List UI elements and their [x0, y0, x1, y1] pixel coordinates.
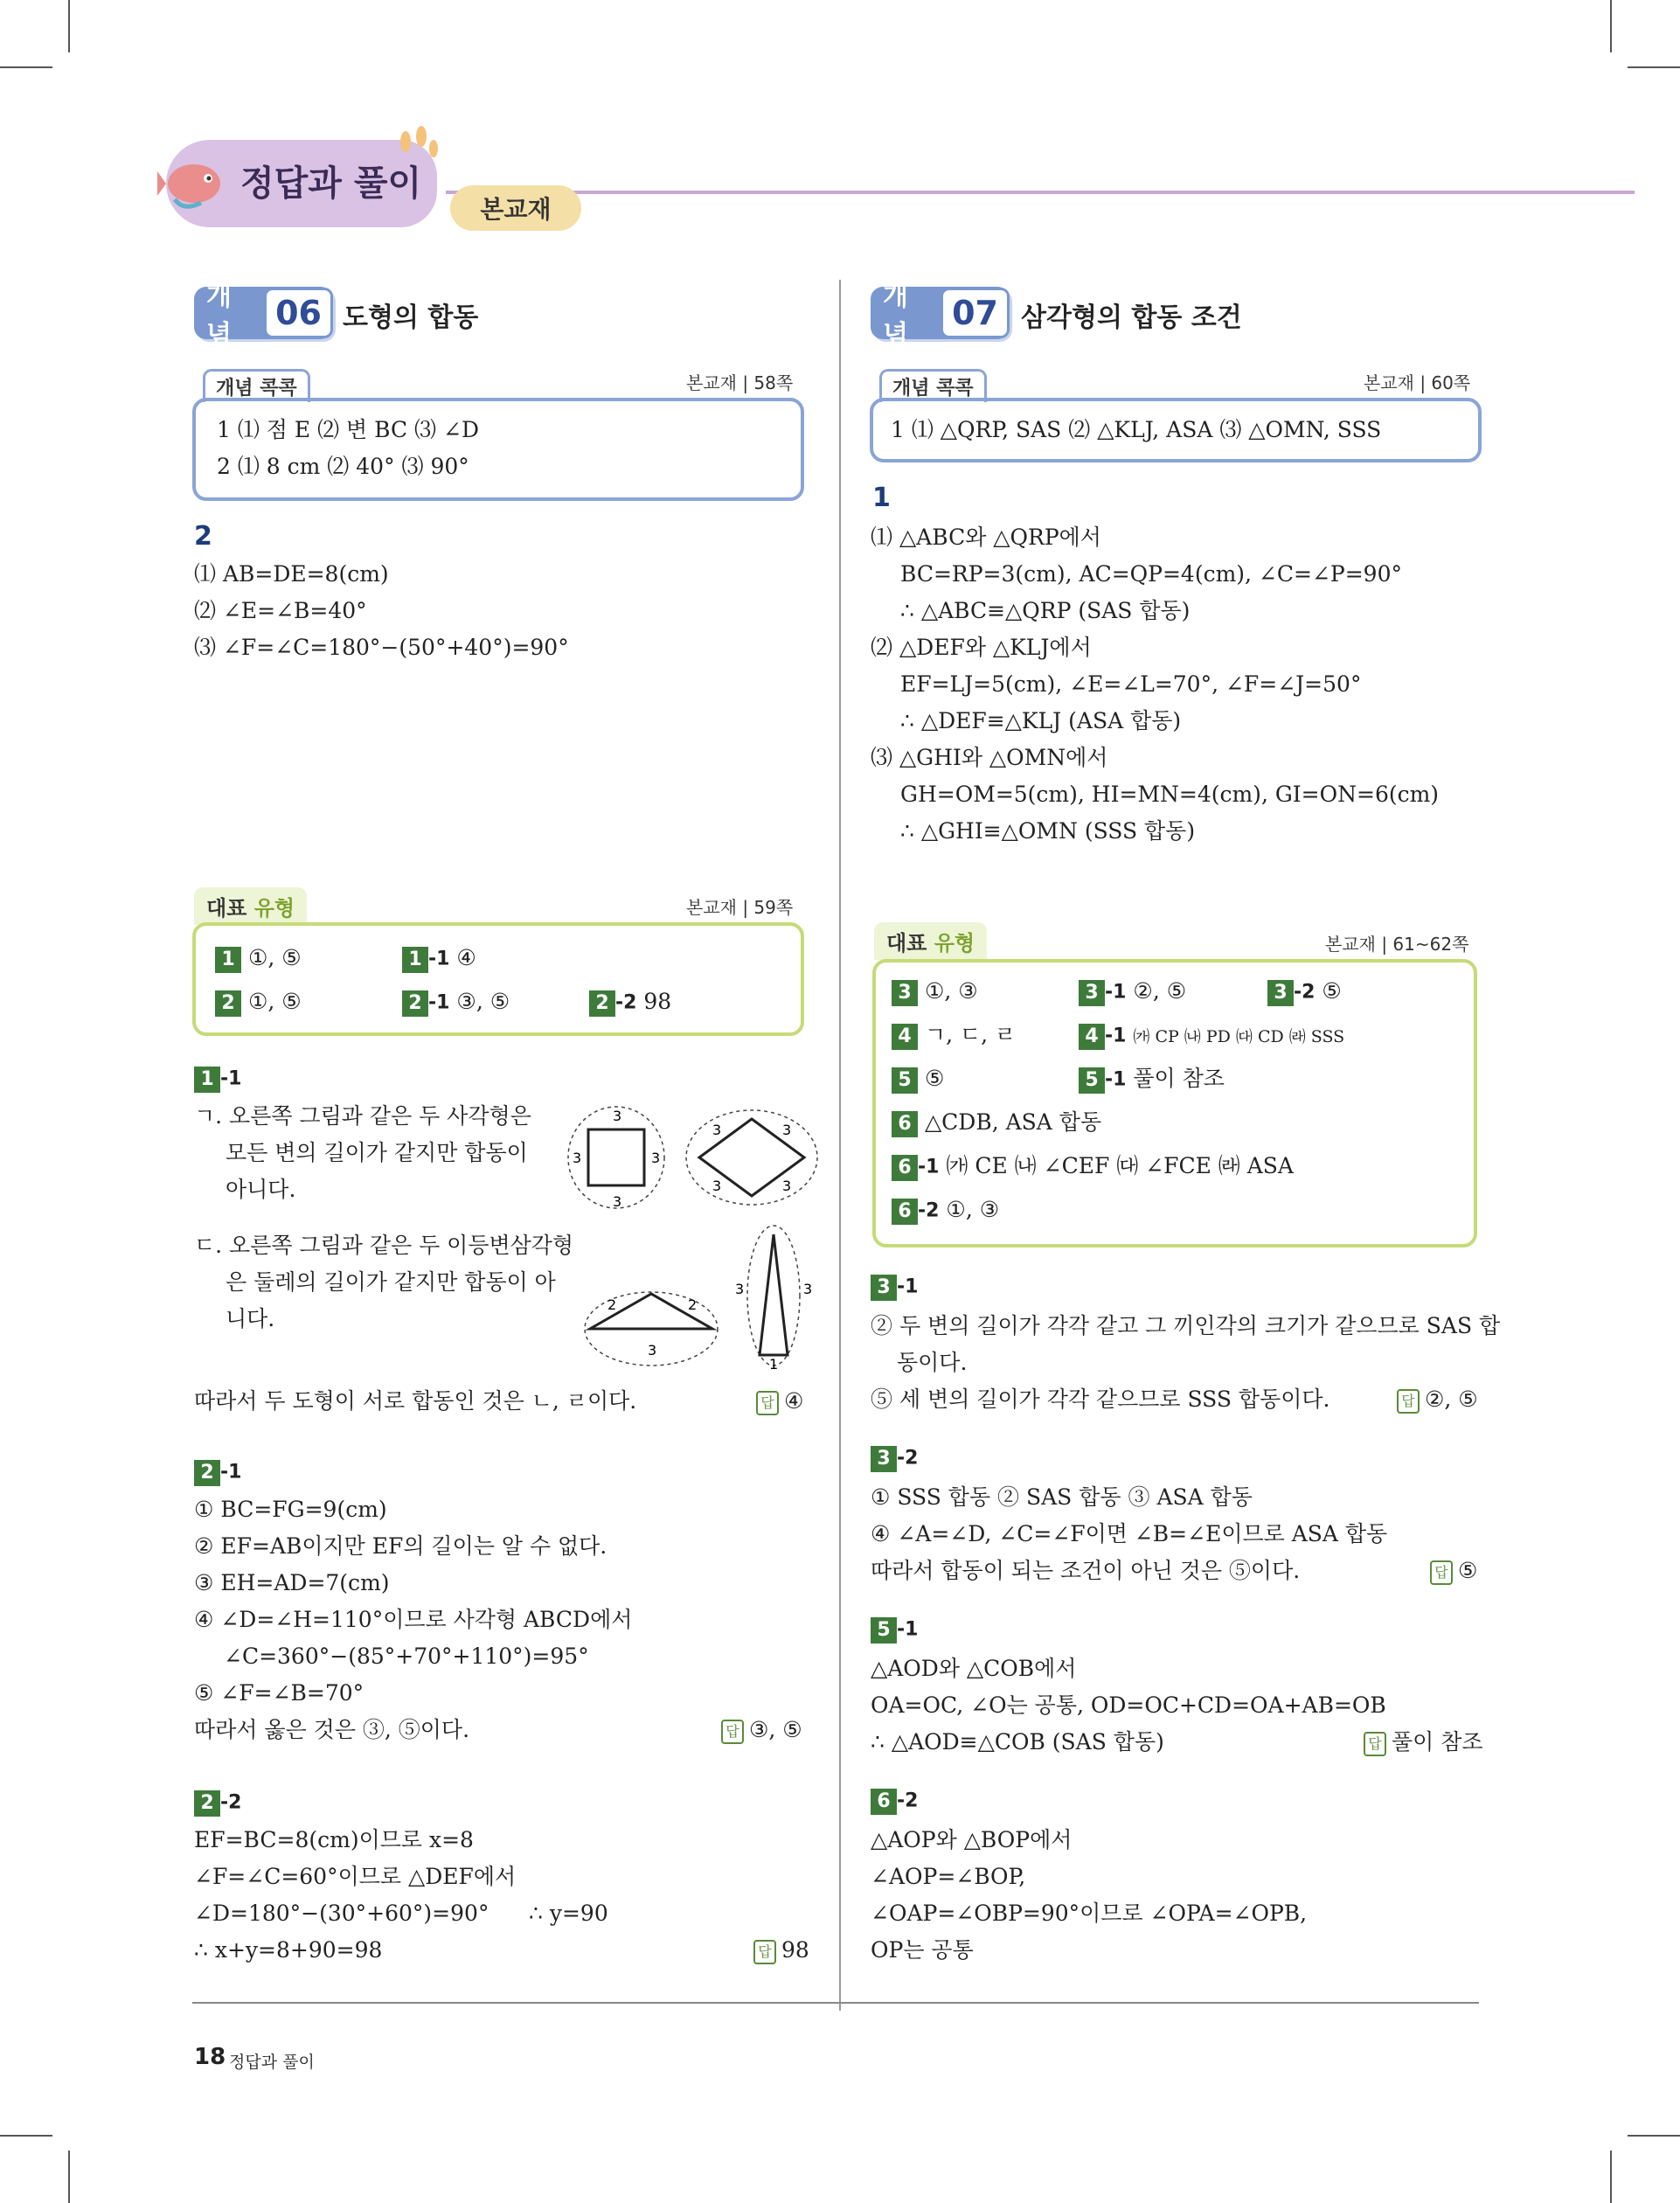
rep-item	[892, 1148, 1294, 1186]
answer-icon: 답	[1430, 1560, 1453, 1585]
item-badge: 3	[1079, 980, 1105, 1006]
fig-label: 2	[607, 1296, 617, 1313]
page-ref: 본교재 | 58쪽	[686, 372, 794, 393]
solution-line: ㄷ. 오른쪽 그림과 같은 두 이등변삼각형	[194, 1233, 574, 1258]
rep-tab	[194, 887, 307, 925]
rep-item	[1079, 1060, 1225, 1099]
solution-line: EF=BC=8(cm)이므로 x=8	[194, 1827, 474, 1852]
solution-heading	[871, 1782, 918, 1820]
item-answer: ③, ⑤	[456, 989, 510, 1014]
page-number: 18	[194, 2044, 226, 2070]
solution-line: BC=RP=3(cm), AC=QP=4(cm), ∠C=∠P=90°	[900, 561, 1402, 587]
solution-heading	[194, 1060, 241, 1098]
solution-line: ③ EH=AD=7(cm)	[194, 1570, 390, 1595]
item-badge: 2	[402, 990, 428, 1017]
answer	[1364, 1724, 1483, 1761]
solution-line: ⑴ AB=DE=8(cm)	[194, 561, 389, 587]
item-answer: ④	[456, 945, 476, 970]
crop-mark	[1610, 2151, 1612, 2203]
answer-value: ④	[784, 1388, 804, 1414]
rep-item	[892, 973, 978, 1010]
item-answer: ㄱ, ㄷ, ㄹ	[924, 1022, 1017, 1047]
fig-label: 2	[688, 1296, 698, 1313]
item-badge: 1	[194, 1067, 220, 1093]
crop-mark	[68, 0, 70, 52]
item-sub: -1	[897, 1618, 919, 1641]
item-badge: 2	[215, 990, 241, 1017]
item-answer: ②, ⑤	[1133, 978, 1187, 1004]
item-badge: 1	[215, 947, 241, 973]
solution-line: 동이다.	[897, 1350, 968, 1375]
answer	[721, 1712, 802, 1748]
item-answer: ①, ③	[924, 978, 978, 1004]
page-ref: 본교재 | 60쪽	[1364, 372, 1471, 393]
solution-line: 니다.	[226, 1306, 275, 1331]
fig-label: 3	[803, 1281, 813, 1297]
item-badge: 3	[871, 1446, 897, 1472]
item-answer: ①, ⑤	[247, 945, 302, 970]
item-sub: -1	[1105, 1025, 1127, 1047]
concept-check-box	[870, 398, 1482, 462]
solution-line: ⑶ △GHI와 △OMN에서	[871, 745, 1108, 770]
item-sub: -1	[428, 948, 450, 970]
problem-number: 1	[872, 483, 891, 513]
concept-badge	[194, 281, 333, 351]
fig-label: 3	[651, 1150, 661, 1166]
fig-label: 3	[735, 1281, 745, 1297]
answer	[753, 1932, 809, 1969]
answer-value: 풀이 참조	[1392, 1729, 1483, 1755]
solution-line: ∠D=180°−(30°+60°)=90°	[194, 1901, 489, 1926]
item-sub: -1	[220, 1461, 242, 1484]
rep-item	[892, 1192, 999, 1230]
item-answer: ㈎ CP ㈏ PD ㈐ CD ㈑ SSS	[1133, 1027, 1345, 1046]
rep-item	[892, 1017, 1016, 1053]
leaf-icon	[393, 124, 428, 159]
rep-tab-label: 대표	[886, 931, 927, 956]
header-title: 정답과 풀이	[240, 163, 422, 204]
rep-tab-label: 유형	[934, 931, 975, 956]
answer-icon: 답	[1397, 1389, 1420, 1414]
answer-value: ⑤	[1458, 1558, 1478, 1583]
footer-label: 정답과 풀이	[229, 2053, 315, 2072]
rep-item	[589, 983, 671, 1022]
fig-label: 3	[613, 1108, 622, 1124]
crop-mark	[0, 66, 52, 68]
solution-line: ④ ∠D=∠H=110°이므로 사각형 ABCD에서	[194, 1607, 633, 1632]
box-line: 2 ⑴ 8 cm ⑵ 40° ⑶ 90°	[217, 454, 469, 479]
answer-icon: 답	[756, 1391, 779, 1415]
header-rule	[446, 191, 1635, 194]
solution-heading	[871, 1610, 918, 1649]
box-tab: 개념 콕콕	[879, 369, 987, 402]
solution-line: OP는 공통	[871, 1937, 974, 1963]
rep-item	[402, 983, 510, 1022]
solution-line: △AOP와 △BOP에서	[871, 1827, 1073, 1852]
solution-line: ㄱ. 오른쪽 그림과 같은 두 사각형은	[194, 1103, 531, 1129]
solution-line: ∴ △GHI≡△OMN (SSS 합동)	[900, 818, 1196, 844]
fig-label: 3	[712, 1178, 722, 1194]
header-tag: 본교재	[450, 185, 581, 231]
rep-item	[892, 1104, 1101, 1141]
solution-line: OA=OC, ∠O는 공통, OD=OC+CD=OA+AB=OB	[871, 1692, 1386, 1718]
rep-tab	[874, 922, 987, 960]
rep-item	[1079, 1017, 1344, 1055]
page-ref: 본교재 | 59쪽	[686, 897, 794, 918]
item-sub: -2	[220, 1791, 242, 1814]
answer-value: 98	[781, 1937, 809, 1963]
solution-line: ⑤ 세 변의 길이가 각각 같으므로 SSS 합동이다.	[871, 1386, 1330, 1412]
solution-line: ∴ △DEF≡△KLJ (ASA 합동)	[900, 708, 1182, 733]
rep-item	[1267, 973, 1342, 1011]
box-line: 1 ⑴ 점 E ⑵ 변 BC ⑶ ∠D	[217, 417, 479, 442]
answer-icon: 답	[721, 1720, 744, 1744]
solution-line: 은 둘레의 길이가 같지만 합동이 아	[226, 1269, 556, 1295]
item-badge: 3	[871, 1275, 897, 1301]
item-answer: ①, ③	[946, 1197, 1000, 1222]
item-sub: -1	[220, 1067, 242, 1090]
solution-heading	[871, 1439, 918, 1477]
concept-number: 06	[264, 288, 333, 338]
solution-line: EF=LJ=5(cm), ∠E=∠L=70°, ∠F=∠J=50°	[900, 671, 1362, 697]
solution-line: ∠AOP=∠BOP,	[871, 1864, 1026, 1889]
solution-line: 따라서 옳은 것은 ③, ⑤이다.	[194, 1717, 470, 1742]
solution-line: ⑵ ∠E=∠B=40°	[194, 598, 367, 623]
rep-item	[215, 940, 302, 976]
solution-line: ⑴ △ABC와 △QRP에서	[871, 525, 1101, 550]
answer-icon: 답	[1364, 1732, 1386, 1756]
column-divider	[839, 280, 841, 2011]
solution-line: 아니다.	[226, 1177, 296, 1202]
item-sub: -1	[918, 1156, 940, 1178]
concept-check-box	[192, 398, 804, 501]
item-sub: -1	[1105, 1068, 1127, 1091]
fig-label: 3	[782, 1178, 792, 1194]
fig-label: 3	[648, 1342, 657, 1359]
item-sub: -1	[428, 991, 450, 1014]
crop-mark	[1628, 2135, 1680, 2137]
item-sub: -2	[615, 991, 637, 1014]
rep-answer-box	[192, 922, 804, 1036]
item-badge: 2	[194, 1790, 220, 1817]
solution-line: ⑶ ∠F=∠C=180°−(50°+40°)=90°	[194, 635, 569, 660]
rep-tab-label: 유형	[253, 896, 295, 921]
concept-number: 07	[941, 288, 1010, 338]
solution-heading	[871, 1268, 918, 1306]
fig-label: 3	[613, 1193, 622, 1210]
solution-heading	[194, 1783, 241, 1822]
fig-label: 3	[782, 1122, 792, 1138]
solution-line: ∴ △AOD≡△COB (SAS 합동)	[871, 1729, 1164, 1755]
solution-line: ∠C=360°−(85°+70°+110°)=95°	[224, 1644, 589, 1669]
solution-line: 모든 변의 길이가 같지만 합동이	[226, 1140, 528, 1165]
crop-mark	[0, 2135, 52, 2137]
rep-tab-label: 대표	[206, 896, 247, 921]
item-badge: 2	[194, 1460, 220, 1486]
rep-item	[215, 983, 302, 1020]
concept-label: 개념	[883, 281, 908, 351]
solution-line: ∴ x+y=8+90=98	[194, 1937, 383, 1963]
page-ref: 본교재 | 61~62쪽	[1325, 934, 1469, 955]
item-badge: 6	[892, 1111, 918, 1137]
answer-value: ②, ⑤	[1425, 1386, 1478, 1412]
box-tab: 개념 콕콕	[203, 369, 310, 402]
item-answer: ⑤	[924, 1066, 945, 1091]
problem-number: 2	[194, 521, 212, 552]
item-answer: ①, ⑤	[247, 989, 302, 1014]
isosceles-triangles-figure	[581, 1224, 826, 1373]
solution-line: ② 두 변의 길이가 각각 같고 그 끼인각의 크기가 같으므로 SAS 합	[871, 1313, 1501, 1338]
item-badge: 6	[871, 1789, 897, 1815]
item-answer: 98	[643, 989, 672, 1014]
answer-icon: 답	[753, 1940, 776, 1964]
crop-mark	[1628, 66, 1680, 68]
solution-heading	[194, 1453, 241, 1491]
section-title: 삼각형의 합동 조건	[1021, 302, 1242, 333]
item-badge: 3	[892, 980, 918, 1006]
crop-mark	[1610, 0, 1612, 52]
item-badge: 2	[589, 990, 615, 1017]
answer	[1430, 1553, 1477, 1589]
item-sub: -1	[897, 1275, 919, 1298]
item-badge: 6	[892, 1199, 918, 1225]
fig-label: 3	[573, 1150, 582, 1166]
item-badge: 5	[871, 1617, 897, 1644]
item-badge: 5	[1079, 1067, 1105, 1094]
item-sub: -2	[1294, 981, 1316, 1004]
crop-mark	[68, 2151, 70, 2203]
footer-rule	[192, 2002, 1479, 2004]
item-badge: 4	[892, 1024, 918, 1050]
solution-line: ② EF=AB이지만 EF의 길이는 알 수 없다.	[194, 1533, 607, 1559]
fig-label: 1	[769, 1356, 779, 1373]
item-badge: 1	[402, 947, 428, 973]
solution-line: ① BC=FG=9(cm)	[194, 1497, 387, 1522]
solution-line: GH=OM=5(cm), HI=MN=4(cm), GI=ON=6(cm)	[900, 782, 1440, 807]
square-rhombus-figure	[564, 1102, 826, 1215]
fig-label: 3	[712, 1122, 722, 1138]
solution-line: 따라서 두 도형이 서로 합동인 것은 ㄴ, ㄹ이다.	[194, 1388, 637, 1414]
rep-item	[402, 940, 476, 978]
item-badge: 6	[892, 1155, 918, 1181]
item-sub: -2	[897, 1790, 919, 1812]
rep-answer-box	[872, 959, 1477, 1247]
rep-item	[1079, 973, 1186, 1011]
solution-line: △AOD와 △COB에서	[871, 1656, 1077, 1681]
item-sub: -2	[918, 1199, 940, 1222]
solution-line: ④ ∠A=∠D, ∠C=∠F이면 ∠B=∠E이므로 ASA 합동	[871, 1521, 1388, 1546]
item-answer: △CDB, ASA 합동	[924, 1109, 1102, 1135]
answer	[756, 1383, 803, 1420]
box-line: 1 ⑴ △QRP, SAS ⑵ △KLJ, ASA ⑶ △OMN, SSS	[891, 417, 1382, 442]
item-badge: 5	[892, 1067, 918, 1094]
rep-item	[892, 1060, 944, 1097]
item-answer: ㈎ CE ㈏ ∠CEF ㈐ ∠FCE ㈑ ASA	[946, 1153, 1294, 1178]
concept-label: 개념	[206, 281, 232, 351]
item-sub: -2	[897, 1447, 919, 1470]
item-answer: ⑤	[1322, 978, 1342, 1004]
solution-line: ∠OAP=∠OBP=90°이므로 ∠OPA=∠OPB,	[871, 1901, 1308, 1926]
solution-line: ∠F=∠C=60°이므로 △DEF에서	[194, 1864, 517, 1889]
solution-line: 따라서 합동이 되는 조건이 아닌 것은 ⑤이다.	[871, 1558, 1301, 1583]
solution-line: ⑤ ∠F=∠B=70°	[194, 1680, 364, 1706]
solution-line: ⑵ △DEF와 △KLJ에서	[871, 635, 1092, 660]
item-badge: 3	[1267, 980, 1294, 1006]
item-badge: 4	[1079, 1024, 1105, 1050]
answer-value: ③, ⑤	[749, 1717, 802, 1742]
concept-badge	[871, 281, 1010, 351]
solution-line: ∴ △ABC≡△QRP (SAS 합동)	[900, 598, 1191, 623]
section-title: 도형의 합동	[343, 302, 479, 333]
answer	[1397, 1381, 1478, 1418]
item-sub: -1	[1105, 981, 1127, 1004]
solution-line: ① SSS 합동 ② SAS 합동 ③ ASA 합동	[871, 1484, 1253, 1510]
solution-line: ∴ y=90	[529, 1901, 608, 1926]
fish-mascot-icon	[157, 147, 236, 217]
item-answer: 풀이 참조	[1133, 1066, 1225, 1091]
